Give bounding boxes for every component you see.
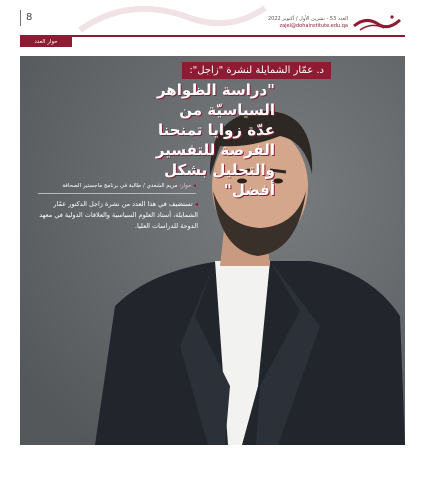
section-tab: حوار العدد [20,37,72,47]
page-number-divider [20,10,21,26]
issue-email[interactable]: zajel@dohainstitute.edu.qa [279,23,348,29]
article-headline: "دراسة الظواهر السياسيّة من عدّة زوايا تمنحنا الفرصة للتفسير والتحليل بشكل أفضل" [155,81,275,199]
page-header [0,0,426,34]
header-rule [20,35,405,37]
article-intro [38,199,198,232]
byline-text: مريم الشعدي / طالبة في برنامج ماجستير الصحافة [62,183,178,189]
bullet-icon: ◂ [193,183,196,189]
article-byline [38,183,196,189]
issue-date: العدد 53 - تشرين الأول / أكتوبر 2022 [267,16,348,22]
watermark-logo-icon [70,0,270,34]
page-number: 8 [26,12,33,23]
byline-label: حوار: [179,183,192,189]
intro-text: تستضيف في هذا العدد من نشرة زاجل الدكتور عمّار الشمايلة، أستاذ العلوم السياسية والعلاقات الدولية في معهد الدوحة للدراسات العليا. [39,200,198,230]
bullet-icon: ◂ [194,200,198,208]
article-kicker: د. عمّار الشمايلة لنشرة "زاجل": [182,62,331,79]
byline-divider [38,193,196,194]
zajel-logo-icon [352,12,402,34]
issue-info [260,16,348,30]
